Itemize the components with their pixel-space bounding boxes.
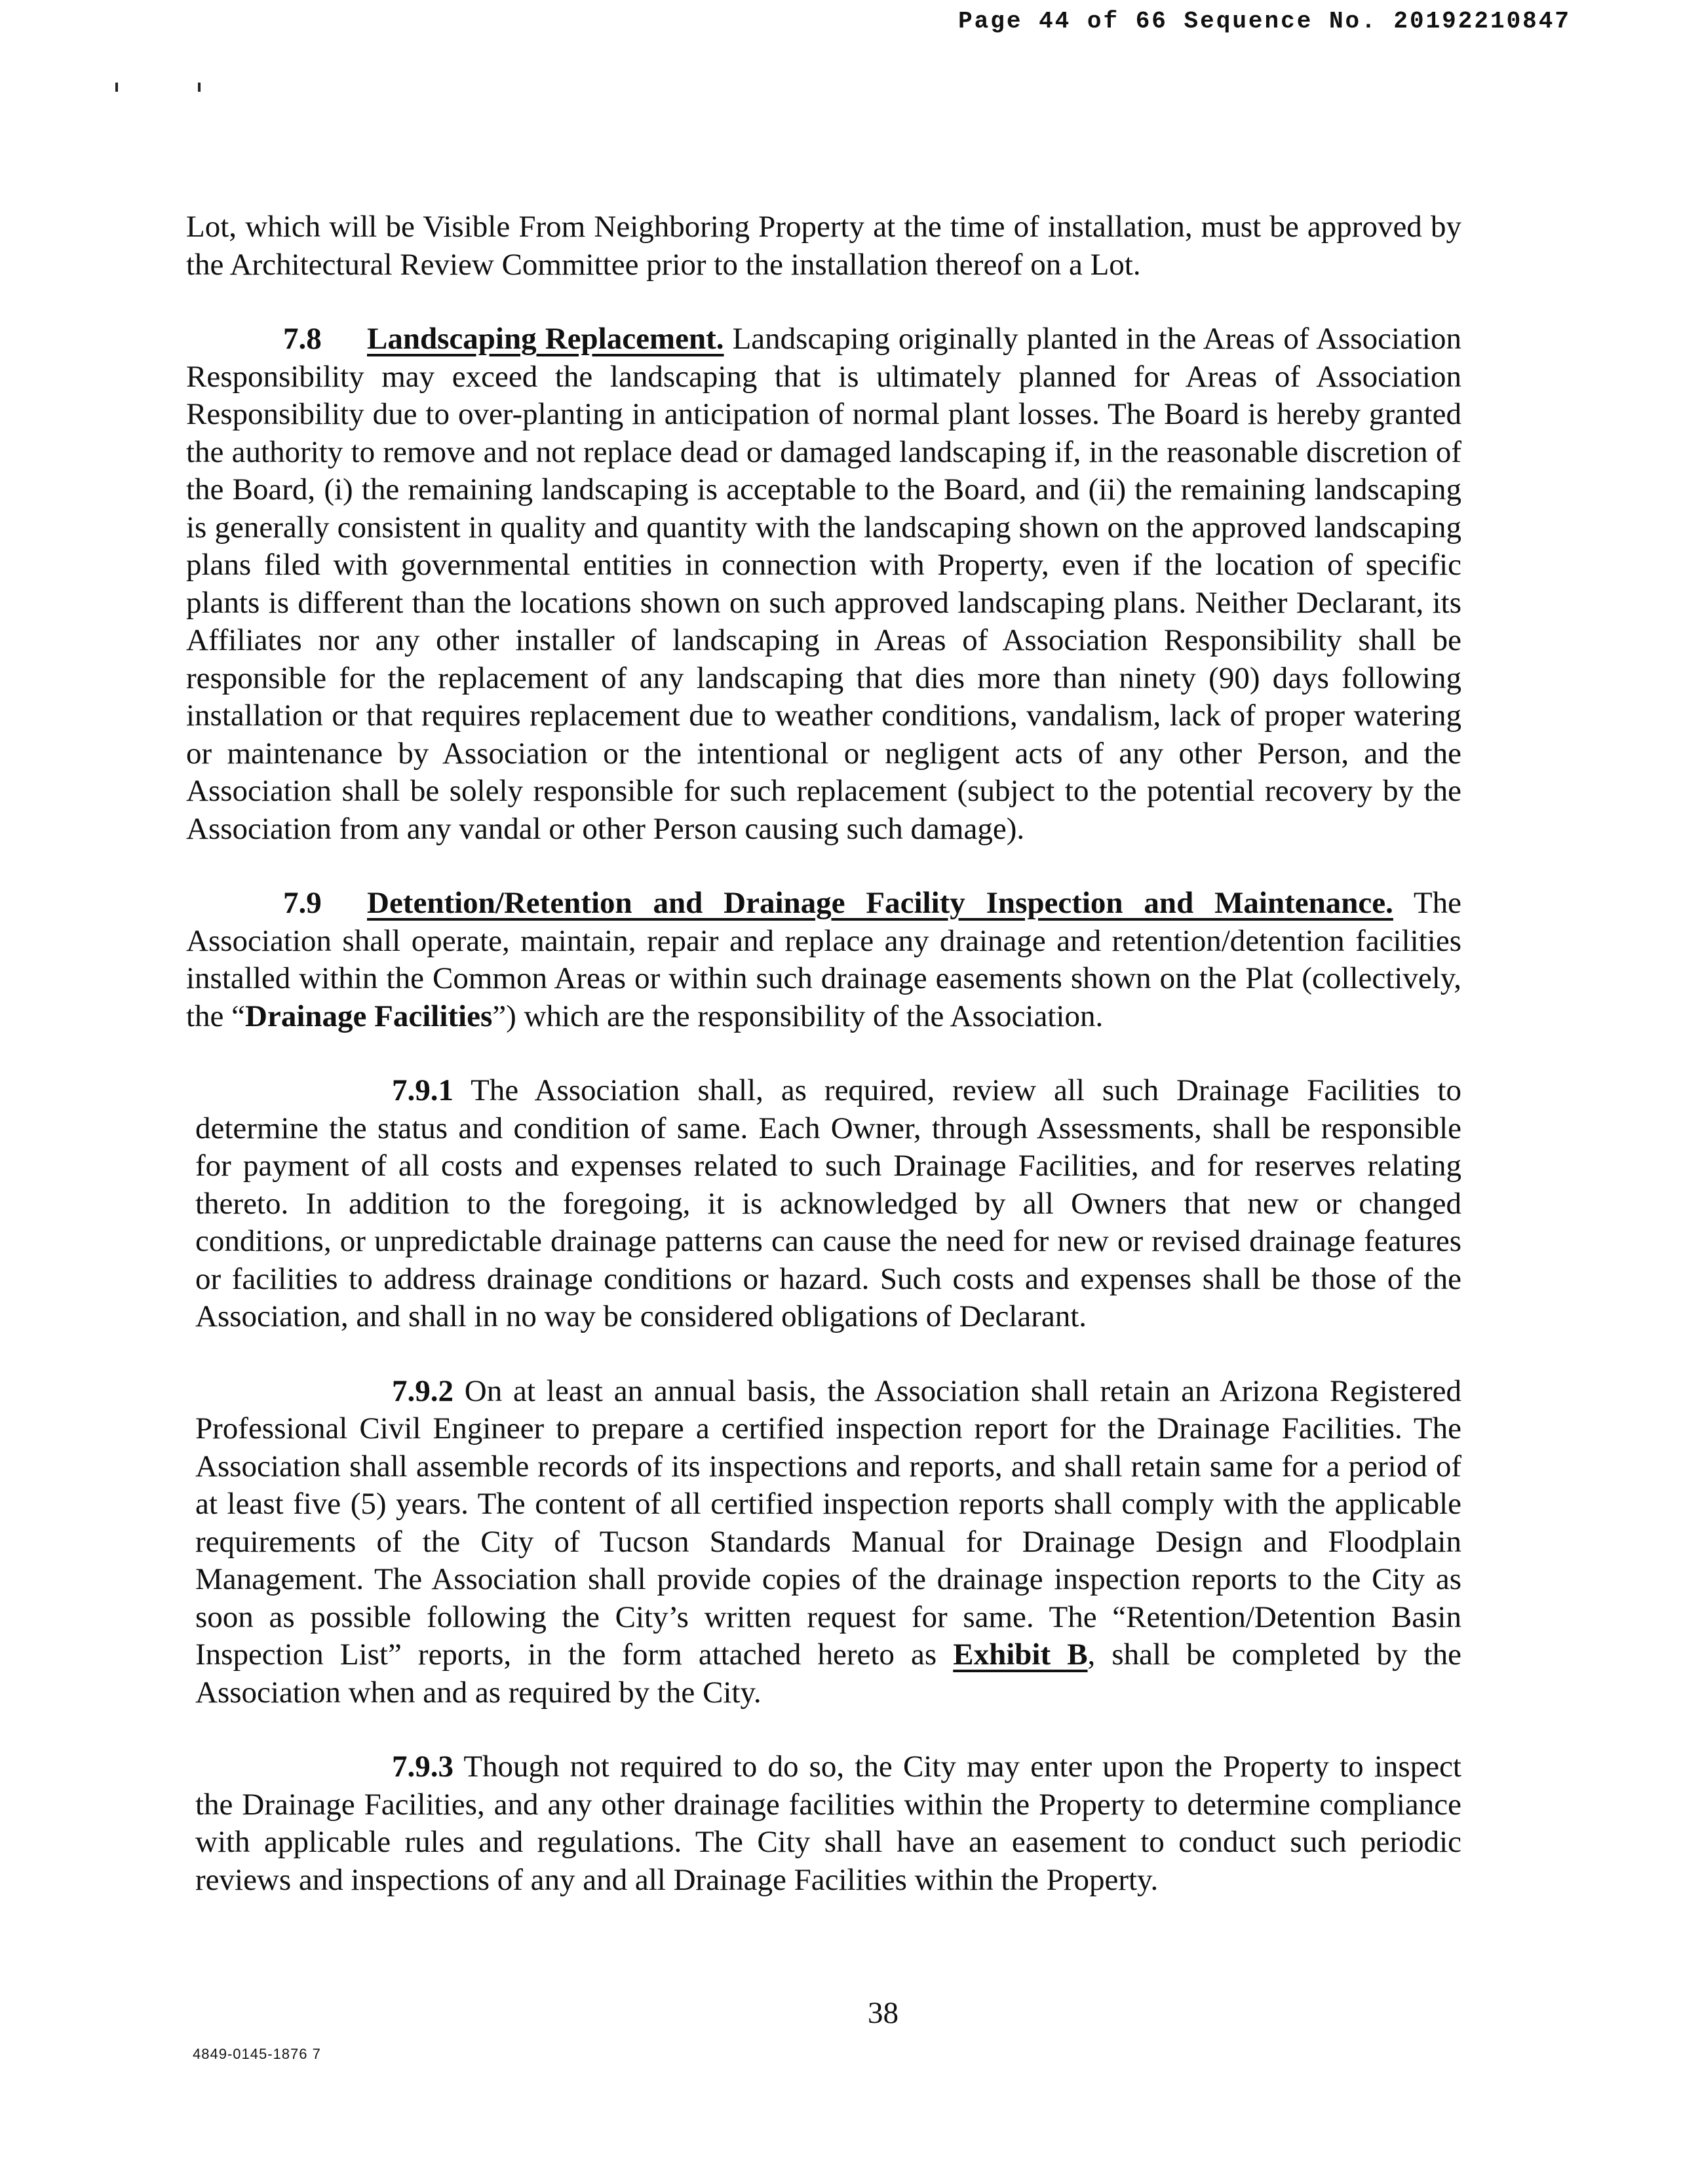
subsection-text: The Association shall, as required, review all such Drainage Facilities to determine the status and condition of same. Each Owner, through Assessments, shall be responsible for payment of all costs and expenses related to such Drainage Facilities, and for reserves relating thereto. In addition to the foregoing, it is acknowledged by all Owners that new or changed conditions, or unpredictable drainage patterns can cause the need for new or revised drainage features or facilities to address drainage conditions or hazard. Such costs and expenses shall be those of the Association, and shall in no way be considered obligations of Declarant. bbox=[195, 1073, 1461, 1333]
section-7-9-2 bbox=[186, 1373, 1461, 1712]
section-7-9 bbox=[186, 885, 1461, 1035]
section-title: Detention/Retention and Drainage Facility Inspection and Maintenance. bbox=[367, 886, 1393, 920]
section-text: ”) which are the responsibility of the Association. bbox=[492, 999, 1104, 1033]
subsection-number: 7.9.1 bbox=[392, 1073, 454, 1107]
exhibit-reference: Exhibit B bbox=[953, 1638, 1088, 1672]
subsection-text: , shall be completed by the Association when and as required by the City. bbox=[195, 1638, 1461, 1710]
section-number: 7.9 bbox=[283, 886, 322, 920]
page-number: 38 bbox=[868, 1996, 898, 2030]
document-body bbox=[186, 208, 1461, 1899]
section-number: 7.8 bbox=[283, 322, 322, 356]
continuation-paragraph: Lot, which will be Visible From Neighboring Property at the time of installation, must be approved by the Architectural Review Committee prior to the installation thereof on a Lot. bbox=[186, 210, 1461, 282]
scan-mark bbox=[115, 83, 118, 92]
subsection-number: 7.9.3 bbox=[392, 1750, 454, 1784]
section-7-9-3 bbox=[186, 1748, 1461, 1899]
subsection-text: On at least an annual basis, the Association shall retain an Arizona Registered Professional Civil Engineer to prepare a certified inspection report for the Drainage Facilities. The Association shall assemble records of its inspections and reports, and shall retain same for a period of at least five (5) years. The content of all certified inspection reports shall comply with the applicable requirements of the City of Tucson Standards Manual for Drainage Design and Floodplain Management. The Association shall provide copies of the drainage inspection reports to the City as soon as possible following the City’s written request for same. The “Retention/Detention Basin Inspection List” reports, in the form attached hereto as bbox=[195, 1373, 1461, 1672]
section-text: Landscaping originally planted in the Areas of Association Responsibility may exceed the landscaping that is ultimately planned for Areas of Association Responsibility due to over-planting in anticipation of normal plant losses. The Board is hereby granted the authority to remove and not replace dead or damaged landscaping if, in the reasonable discretion of the Board, (i) the remaining landscaping is acceptable to the Board, and (ii) the remaining landscaping is generally consistent in quality and quantity with the landscaping shown on the approved landscaping plans filed with governmental entities in connection with Property, even if the location of specific plants is different than the locations shown on such approved landscaping plans. Neither Declarant, its Affiliates nor any other installer of landscaping in Areas of Association Responsibility shall be responsible for the replacement of any landscaping that dies more than ninety (90) days following installation or that requires replacement due to weather conditions, vandalism, lack of proper watering or maintenance by Association or the intentional or negligent acts of any other Person, and the Association shall be solely responsible for such replacement (subject to the potential recovery by the Association from any vandal or other Person causing such damage). bbox=[186, 322, 1461, 846]
section-7-8 bbox=[186, 320, 1461, 848]
scan-mark bbox=[198, 83, 201, 92]
page-sequence-stamp: Page 44 of 66 Sequence No. 20192210847 bbox=[958, 8, 1571, 35]
document-id: 4849-0145-1876 7 bbox=[193, 2046, 321, 2062]
subsection-text: Though not required to do so, the City may enter upon the Property to inspect the Drainage Facilities, and any other drainage facilities within the Property to determine compliance with applicable rules and regulations. The City shall have an easement to conduct such periodic reviews and inspections of any and all Drainage Facilities within the Property. bbox=[195, 1750, 1461, 1897]
section-text: The Association shall operate, maintain, repair and replace any drainage and retention/detention facilities installed within the Common Areas or within such drainage easements shown on the Plat (collectively, the “ bbox=[186, 886, 1461, 1033]
defined-term: Drainage Facilities bbox=[245, 999, 493, 1033]
section-7-9-1 bbox=[186, 1072, 1461, 1336]
section-title: Landscaping Replacement. bbox=[367, 322, 724, 356]
subsection-number: 7.9.2 bbox=[392, 1373, 454, 1408]
